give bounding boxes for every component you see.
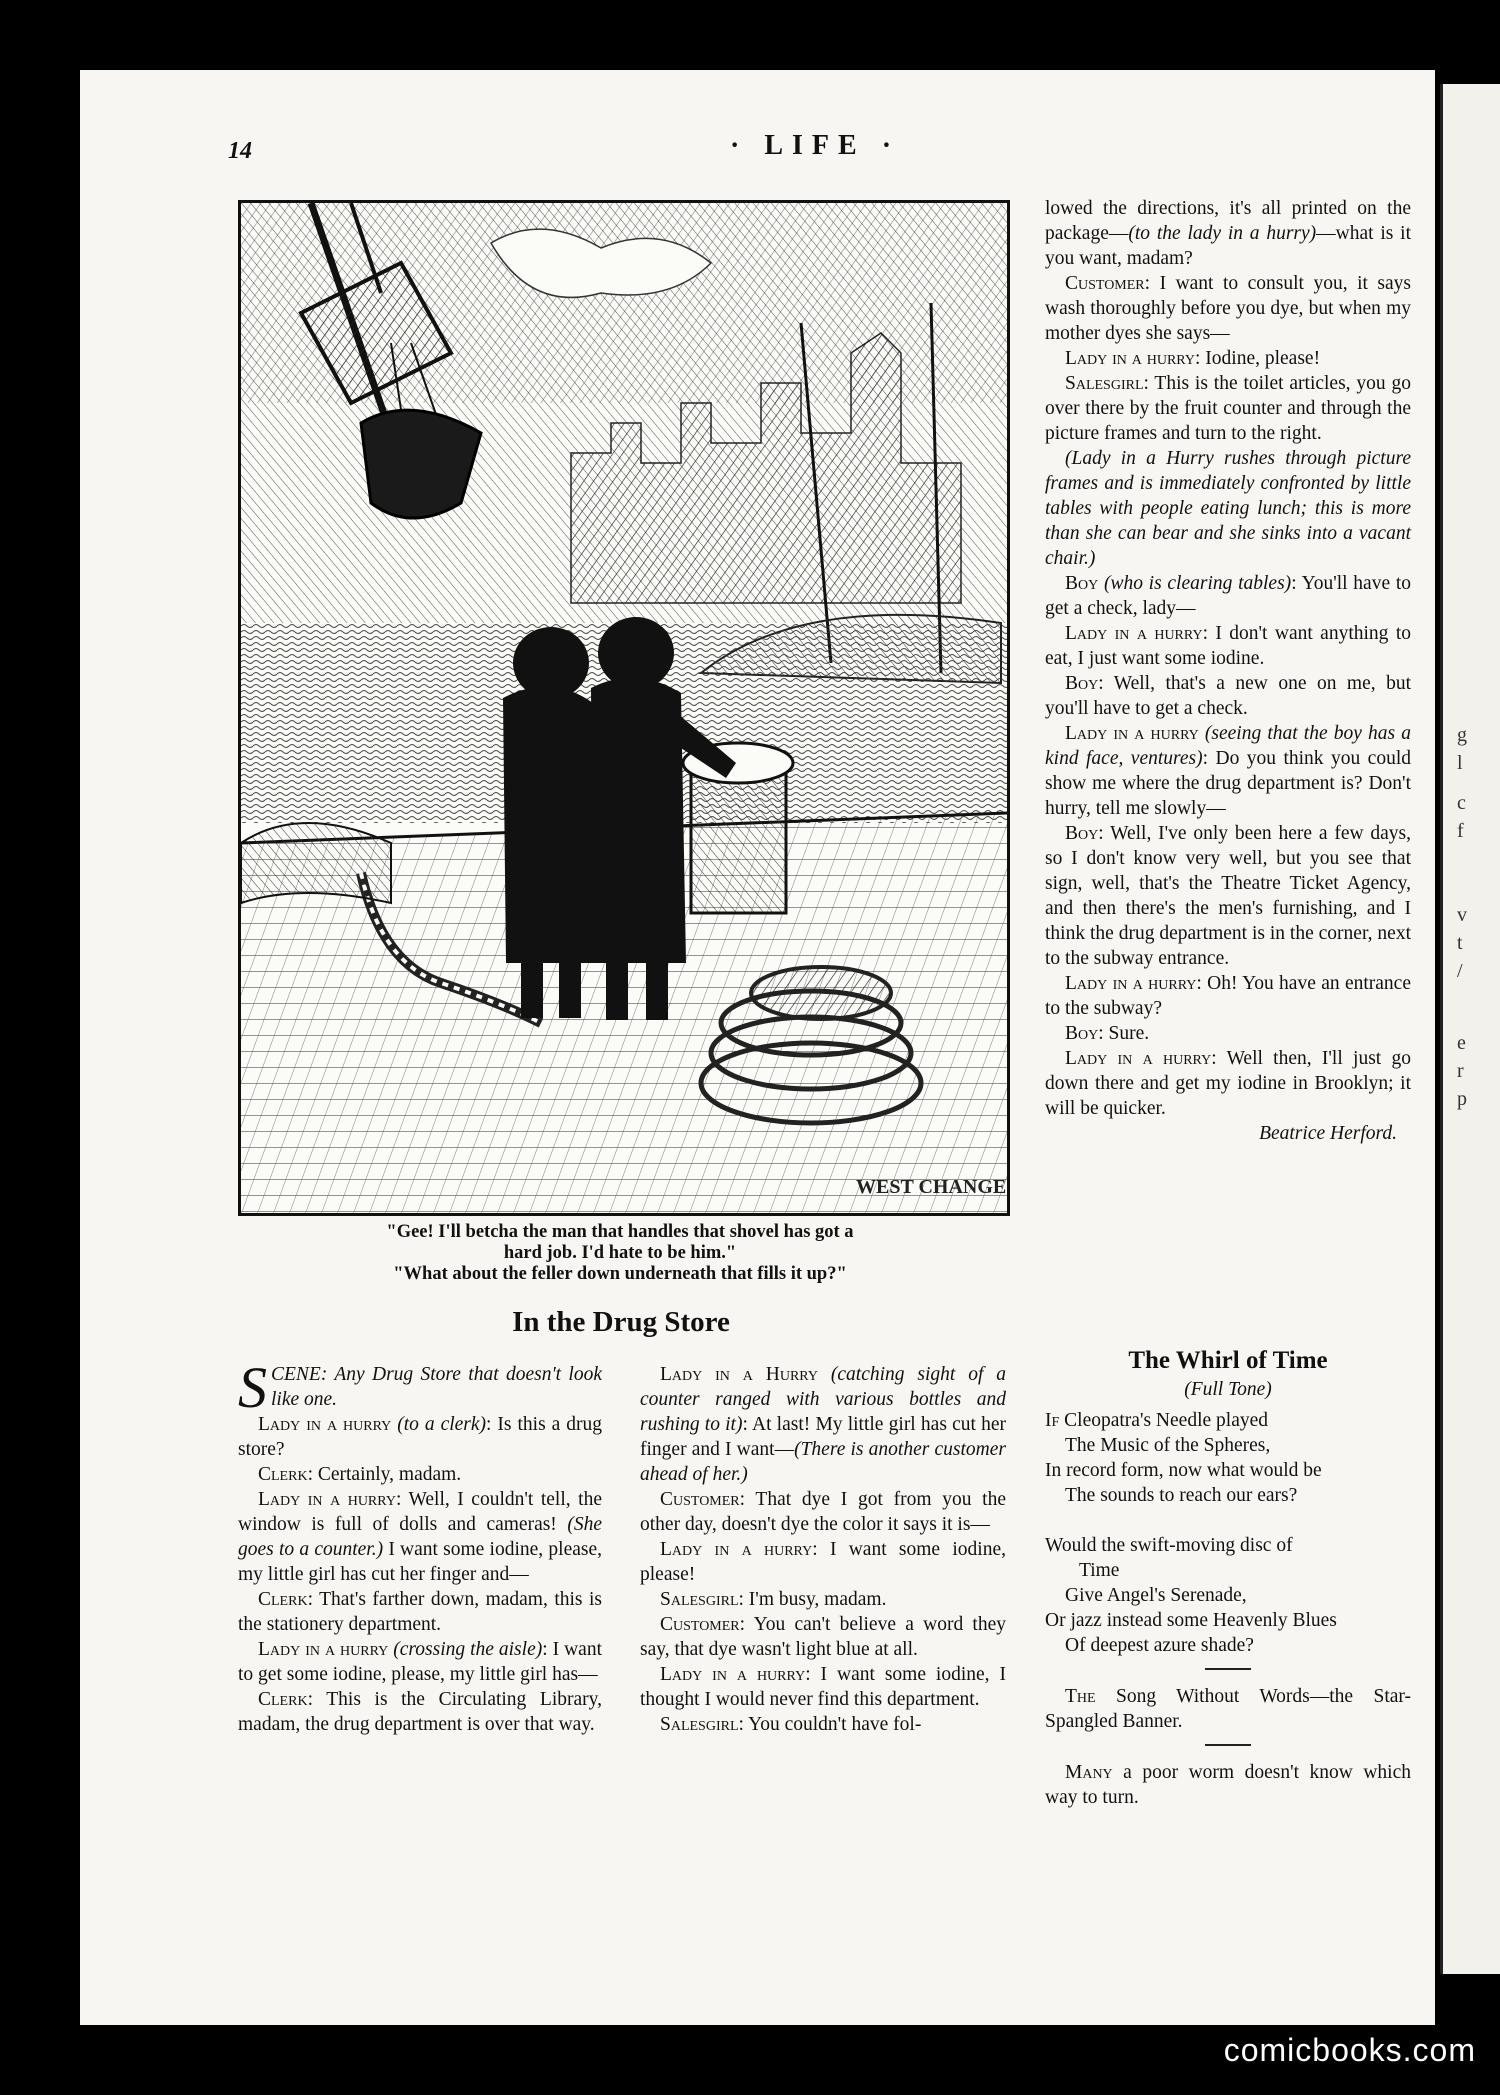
speaker: Salesgirl	[660, 1589, 739, 1610]
paragraph: Lady in a hurry (to a clerk): Is this a drug store?	[238, 1414, 602, 1460]
paragraph: Lady in a hurry: Well, I couldn't tell, the window is full of dolls and cameras! (She goes to a counter.) I want some iodine, please, my little girl has cut her finger and—	[238, 1489, 602, 1585]
paragraph: SCENE: Any Drug Store that doesn't look like one.	[238, 1355, 602, 1420]
caption-line: hard job. I'd hate to be him."	[503, 1243, 737, 1263]
poem-line: The Music of the Spheres,	[1065, 1435, 1271, 1456]
speaker: Lady in a hurry	[258, 1414, 392, 1435]
filler-paragraph: The Song Without Words—the Star-Spangled Banner.	[1045, 1686, 1411, 1732]
adjacent-page-edge: g l c f v t / e r p	[1440, 84, 1500, 1974]
speaker: Lady in a hurry	[1065, 723, 1199, 744]
poem-line: Time	[1079, 1560, 1120, 1581]
paragraph: Lady in a hurry (seeing that the boy has a kind face, ventures): Do you think you could show me where the drug department is? Don't hurry, tell me slowly—	[1045, 723, 1411, 819]
speaker: Salesgirl	[1065, 373, 1144, 394]
speaker: Lady in a hurry	[1065, 623, 1203, 644]
paragraph: Lady in a Hurry (catching sight of a counter ranged with various bottles and rushing to it): At last! My little girl has cut her finger and I want—(There is another customer ahead of her.)	[640, 1364, 1007, 1485]
poem-title: The Whirl of Time	[1128, 1347, 1328, 1374]
caption-line: "Gee! I'll betcha the man that handles that shovel has got a	[386, 1222, 854, 1242]
speaker: Lady in a Hurry	[660, 1364, 818, 1385]
speaker: Boy	[1065, 1023, 1099, 1044]
poem-column	[1045, 1348, 1411, 1810]
stage-direction: (Lady in a Hurry rushes through picture frames and is immediately confronted by little tables with people eating lunch; this is more than she can bear and she sinks into a vacant chair.)	[1045, 448, 1411, 569]
paragraph: Lady in a hurry: Oh! You have an entrance to the subway?	[1045, 973, 1411, 1019]
paragraph: Salesgirl: I'm busy, madam.	[660, 1589, 887, 1610]
speaker: Lady in a hurry	[258, 1489, 396, 1510]
speaker: Customer	[1065, 273, 1145, 294]
paragraph: Customer: You can't believe a word they say, that dye wasn't light blue at all.	[640, 1614, 1006, 1660]
paragraph: Lady in a hurry: I want some iodine, please!	[640, 1539, 1006, 1585]
speaker: Salesgirl	[660, 1714, 739, 1735]
speaker: Clerk	[258, 1464, 308, 1485]
speaker: Lady in a hurry	[660, 1539, 813, 1560]
speaker: Lady in a hurry	[660, 1664, 806, 1685]
paragraph: lowed the directions, it's all printed on the package—(to the lady in a hurry)—what is it you want, madam?	[1045, 198, 1411, 269]
paragraph: Boy (who is clearing tables): You'll have to get a check, lady—	[1045, 573, 1411, 619]
poem-line: Give Angel's Serenade,	[1065, 1585, 1247, 1606]
article-column-2	[640, 1362, 1006, 1737]
paragraph: Customer: That dye I got from you the other day, doesn't dye the color it says it is—	[640, 1489, 1006, 1535]
divider	[1205, 1744, 1251, 1746]
paragraph: Lady in a hurry: I don't want anything to eat, I just want some iodine.	[1045, 623, 1411, 669]
divider	[1205, 1668, 1251, 1670]
speaker: Boy	[1065, 673, 1099, 694]
magazine-title: · LIFE ·	[730, 130, 901, 161]
caption-line: "What about the feller down underneath that fills it up?"	[393, 1264, 847, 1284]
speaker: Boy	[1065, 823, 1099, 844]
article-column-1	[238, 1355, 602, 1737]
speaker: Lady in a hurry	[1065, 1048, 1212, 1069]
speaker: Lady in a hurry	[258, 1639, 389, 1660]
drop-cap: S	[238, 1355, 267, 1420]
author-signature: Beatrice Herford.	[1259, 1123, 1397, 1144]
speaker: Customer	[660, 1489, 740, 1510]
speaker: Customer	[660, 1614, 740, 1635]
poem-line: If Cleopatra's Needle played	[1045, 1410, 1269, 1431]
poem-subtitle: (Full Tone)	[1184, 1379, 1272, 1400]
poem-line: Would the swift-moving disc of	[1045, 1535, 1293, 1556]
paragraph: Boy: Well, I've only been here a few days, so I don't know very well, but you see that sign, well, that's the Theatre Ticket Agency, and then there's the men's furnishing, and I think the drug department is in the corner, next to the subway entrance.	[1045, 823, 1411, 969]
article-column-3	[1045, 196, 1411, 1146]
paragraph: Clerk: That's farther down, madam, this is the stationery department.	[238, 1589, 602, 1635]
paragraph: Clerk: This is the Circulating Library, madam, the drug department is over that way.	[238, 1689, 602, 1735]
poem-line: The sounds to reach our ears?	[1065, 1485, 1298, 1506]
paragraph: Lady in a hurry (crossing the aisle): I want to get some iodine, please, my little girl has—	[238, 1639, 602, 1685]
paragraph: Lady in a hurry: I want some iodine, I thought I would never find this department.	[640, 1664, 1006, 1710]
speaker: Lady in a hurry	[1065, 973, 1197, 994]
paragraph: Salesgirl: You couldn't have fol-	[660, 1714, 922, 1735]
speaker: Boy	[1065, 573, 1099, 594]
poem-line: In record form, now what would be	[1045, 1460, 1322, 1481]
paragraph: Boy: Sure.	[1065, 1023, 1150, 1044]
paragraph: Boy: Well, that's a new one on me, but you'll have to get a check.	[1045, 673, 1411, 719]
paragraph: Lady in a hurry: Iodine, please!	[1065, 348, 1321, 369]
cartoon-caption	[250, 1222, 990, 1285]
paragraph: Lady in a hurry: Well then, I'll just go down there and get my iodine in Brooklyn; it will be quicker.	[1045, 1048, 1411, 1119]
speaker: Clerk	[258, 1689, 308, 1710]
speaker: Clerk	[258, 1589, 308, 1610]
paragraph: Customer: I want to consult you, it says wash thoroughly before you dye, but when my mother dyes she says—	[1045, 273, 1411, 344]
page-number: 14	[228, 138, 252, 164]
site-watermark: comicbooks.com	[1223, 2032, 1476, 2068]
article-title: In the Drug Store	[512, 1306, 730, 1338]
paragraph: Clerk: Certainly, madam.	[258, 1464, 462, 1485]
cartoon-illustration	[238, 200, 1010, 1216]
artist-signature: WEST CHANGE	[856, 1176, 1007, 1198]
filler-paragraph: Many a poor worm doesn't know which way to turn.	[1045, 1762, 1411, 1808]
poem-line: Of deepest azure shade?	[1065, 1635, 1254, 1656]
cartoon-drawing	[241, 203, 1007, 1213]
speaker: Lady in a hurry	[1065, 348, 1195, 369]
poem-line: Or jazz instead some Heavenly Blues	[1045, 1610, 1337, 1631]
paragraph: Salesgirl: This is the toilet articles, you go over there by the fruit counter and through the picture frames and turn to the right.	[1045, 373, 1411, 444]
